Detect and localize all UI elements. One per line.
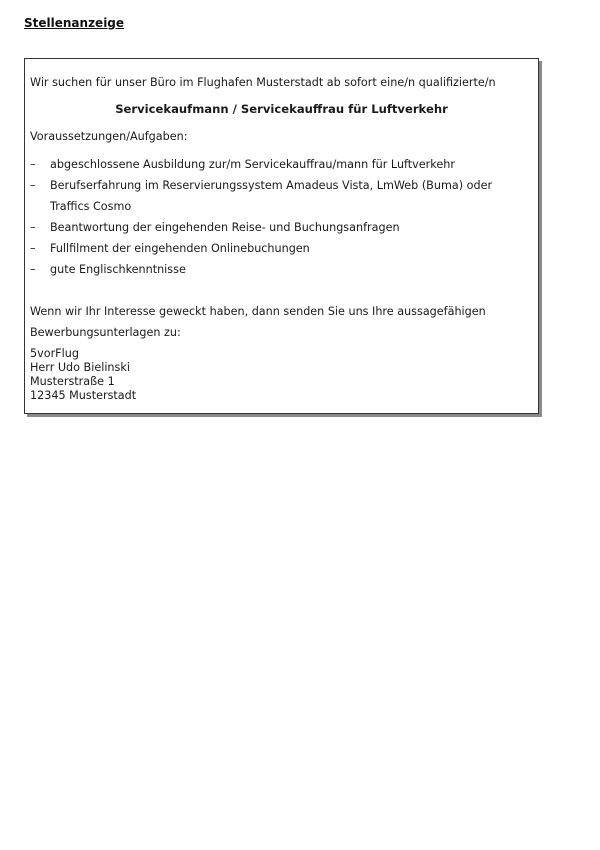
requirement-text: Beantwortung der eingehenden Reise- und Buchungsanfragen xyxy=(50,221,400,234)
requirement-item xyxy=(30,154,533,175)
requirement-item xyxy=(30,175,533,217)
requirement-text: Fullfilment der eingehenden Onlinebuchungen xyxy=(50,242,310,255)
dash-bullet: – xyxy=(30,158,36,171)
postal-city: 12345 Musterstadt xyxy=(30,389,137,402)
requirement-text: abgeschlossene Ausbildung zur/m Servicekauffrau/mann für Luftverkehr xyxy=(50,158,455,171)
page-heading: Stellenanzeige xyxy=(24,16,125,30)
dash-bullet: – xyxy=(30,263,36,276)
closing-text: Wenn wir Ihr Interesse geweckt haben, dann senden Sie uns Ihre aussagefähigen Bewerbungsunterlagen zu: xyxy=(30,305,486,339)
requirement-text: gute Englischkenntnisse xyxy=(50,263,186,276)
street-address: Musterstraße 1 xyxy=(30,375,115,388)
ad-intro: Wir suchen für unser Büro im Flughafen Musterstadt ab sofort eine/n qualifizierte/n xyxy=(30,76,496,89)
requirement-text: Berufserfahrung im Reservierungssystem Amadeus Vista, LmWeb (Buma) oder Traffics Cosmo xyxy=(50,179,493,213)
contact-address xyxy=(30,347,533,403)
dash-bullet: – xyxy=(30,242,36,255)
contact-person: Herr Udo Bielinski xyxy=(30,361,130,374)
job-ad-box xyxy=(24,58,539,414)
requirements-list xyxy=(30,154,533,280)
job-title: Servicekaufmann / Servicekauffrau für Luftverkehr xyxy=(115,102,448,116)
dash-bullet: – xyxy=(30,179,36,192)
requirements-label: Voraussetzungen/Aufgaben: xyxy=(30,130,188,143)
dash-bullet: – xyxy=(30,221,36,234)
requirement-item xyxy=(30,238,533,259)
requirement-item xyxy=(30,259,533,280)
company-name: 5vorFlug xyxy=(30,347,79,360)
requirement-item xyxy=(30,217,533,238)
